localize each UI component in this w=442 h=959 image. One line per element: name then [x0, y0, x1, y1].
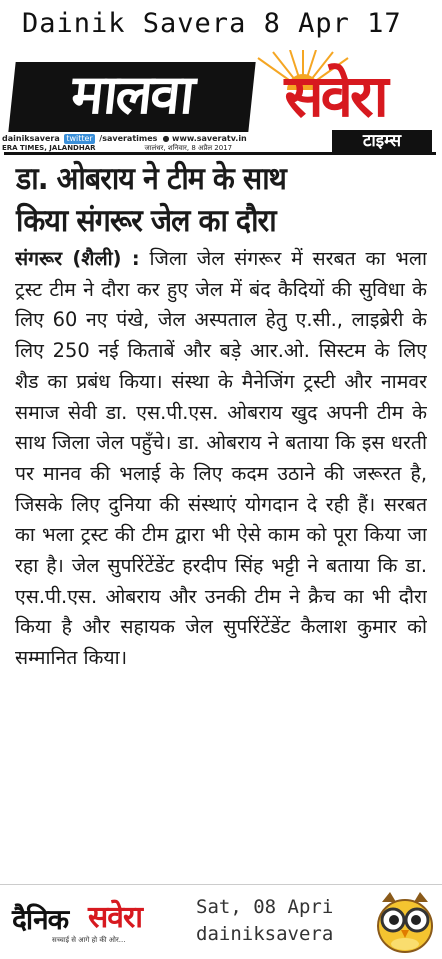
owl-mascot-icon	[372, 888, 438, 954]
article-headline	[16, 158, 397, 242]
twitter-icon: twitter	[66, 134, 93, 143]
masthead-times-box: टाइम्स	[332, 130, 432, 152]
article-text: जिला जेल संगरूर में सरबत का भला ट्रस्ट टीम ने दौरा कर हुए जेल में बंद कैदियों की सुविधा के लिए 60 नए पंखे, जेल अस्पताल हेतु ए.सी., लाइब्रेरी के लिए 250 नई किताबें और बड़े आर.ओ. सिस्टम के लिए शैड का प्रबंध किया। संस्था के मैनेजिंग ट्रस्टी और नामवर समाज सेवी डा. एस.पी.एस. ओबराय खुद अपनी टीम के साथ जिला जेल पहुँचे। डा. ओबराय ने बताया कि इस धरती पर मानव की भलाई के लिए कदम उठाने की जरूरत है, जिसके लिए दुनिया की संस्थाएं योगदान दे रही हैं। सरबत का भला ट्रस्ट की टीम द्वारा भी ऐसे काम को पूरा किया जा रहा है। जेल सुपरिंटेंडेंट हरदीप सिंह भट्टी ने बताया कि डा. एस.पी.एस. ओबराय और उनकी टीम ने क्रैच का भी दौरा किया है और सहायक जेल सुपरिंटेंडेंट कैलाश कुमार को सम्मानित किया।	[15, 247, 427, 670]
footer-site-stamp: dainiksavera	[196, 923, 334, 945]
masthead-title-savera: सवेरा	[284, 62, 386, 130]
website-url: www.saveratv.in	[172, 134, 247, 143]
dainik-savera-logo	[12, 898, 190, 944]
logo-savera-text: सवेरा	[88, 900, 142, 935]
footer-divider	[0, 884, 442, 885]
masthead-title-malwa: मालवा	[8, 62, 255, 132]
logo-tagline: सच्चाई से आगे हो की ओर...	[52, 936, 126, 944]
newspaper-masthead	[0, 50, 442, 150]
twitter-handle: /saveratimes	[99, 134, 158, 143]
article-body	[15, 244, 427, 886]
edition-date: जालंधर, शनिवार, 8 अप्रैल 2017	[144, 144, 233, 152]
headline-line-1: डा. ओबराय ने टीम के साथ	[16, 161, 286, 197]
masthead-divider	[4, 152, 436, 155]
facebook-handle: dainiksavera	[2, 134, 60, 143]
article-dateline: संगरूर (शैली) :	[15, 247, 140, 270]
publisher-name: ERA TIMES, JALANDHAR	[2, 144, 96, 152]
headline-line-2: किया संगरूर जेल का दौरा	[16, 203, 276, 239]
globe-icon: ●	[162, 134, 170, 143]
footer-date-stamp: Sat, 08 Apri	[196, 896, 334, 918]
logo-dainik-text: दैनिक	[12, 903, 69, 936]
page-caption: Dainik Savera 8 Apr 17	[22, 8, 402, 39]
